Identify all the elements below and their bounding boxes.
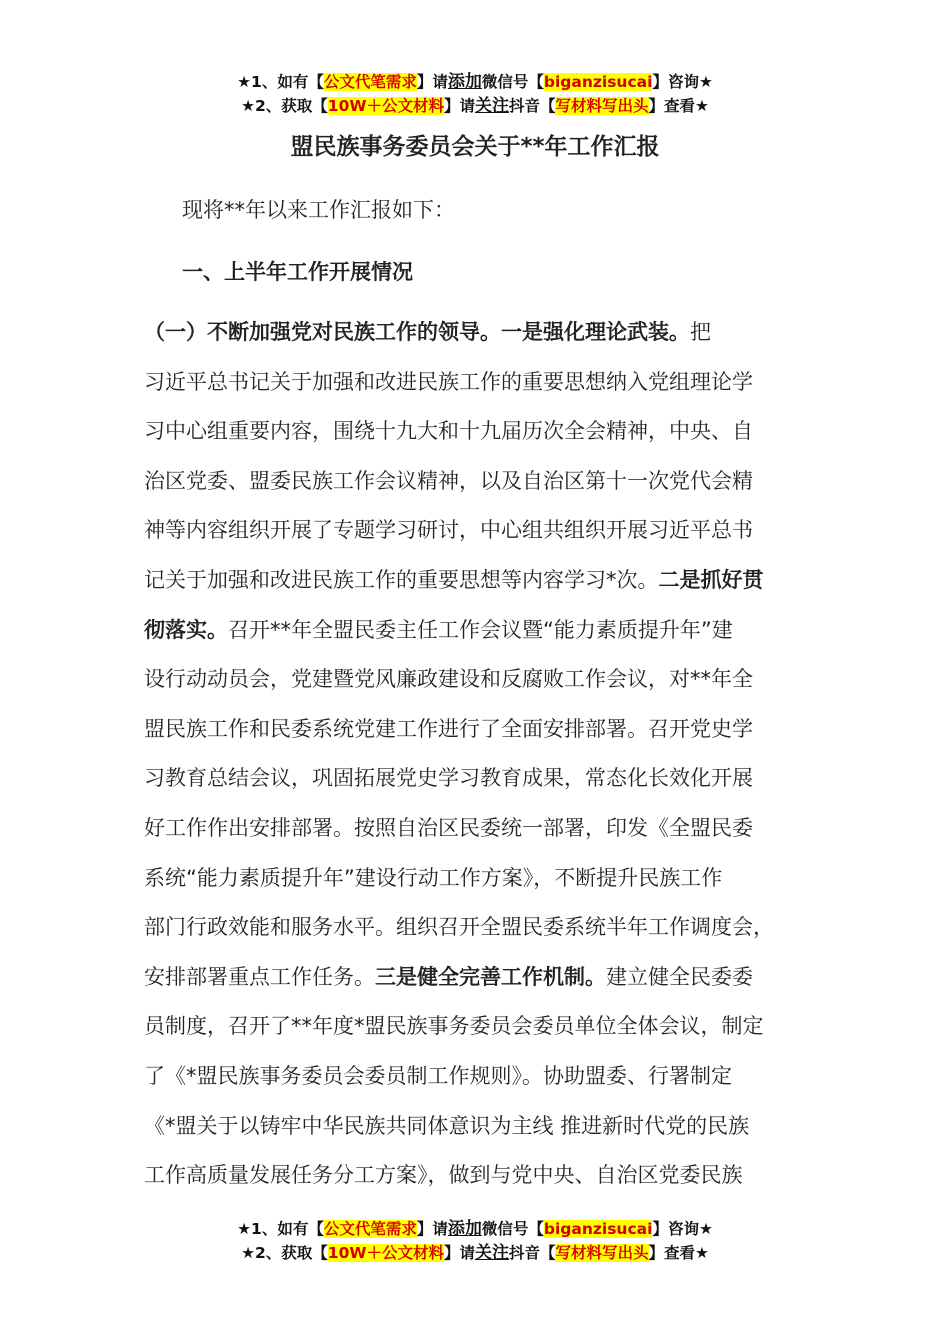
text-run: 习近平总书记关于加强和改进民族工作的重要思想纳入党组理论学 xyxy=(144,369,753,394)
text-run: 员制度，召开了**年度*盟民族事务委员会委员单位全体会议，制定 xyxy=(144,1014,764,1039)
text-run: 设行动动员会，党建暨党风廉政建设和反腐败工作会议，对**年全 xyxy=(144,667,753,692)
intro-paragraph: 现将**年以来工作汇报如下： xyxy=(182,198,455,222)
text-line xyxy=(144,556,824,606)
text-run: 召开**年全盟民委主任工作会议暨“能力素质提升年”建 xyxy=(228,617,733,642)
text-line xyxy=(144,754,824,804)
text-line xyxy=(144,308,824,358)
text-run: 部门行政效能和服务水平。组织召开全盟民委系统半年工作调度会， xyxy=(144,915,774,940)
bold-phrase: 二是抓好贯 xyxy=(658,567,764,592)
text-line xyxy=(144,903,824,953)
text-run: 了《*盟民族事务委员会委员制工作规则》。协助盟委、行署制定 xyxy=(144,1063,732,1088)
text-line xyxy=(144,705,824,755)
header-banner xyxy=(0,70,950,118)
text-line xyxy=(144,1002,824,1052)
document-title: 盟民族事务委员会关于**年工作汇报 xyxy=(290,134,660,160)
banner-line-2: ★2、获取【10W＋公文材料】请关注抖音【写材料写出头】查看★ xyxy=(241,96,709,116)
text-line xyxy=(144,1052,824,1102)
text-line xyxy=(144,506,824,556)
body-text xyxy=(144,308,824,1201)
banner-wechat-id: biganzisucai xyxy=(543,1220,653,1238)
text-run: 神等内容组织开展了专题学习研讨，中心组共组织开展习近平总书 xyxy=(144,518,753,543)
text-run: 把 xyxy=(690,320,711,344)
text-run: 治区党委、盟委民族工作会议精神，以及自治区第十一次党代会精 xyxy=(144,468,753,493)
text-line xyxy=(144,804,824,854)
text-run: 《*盟关于以铸牢中华民族共同体意识为主线 推进新时代党的民族 xyxy=(144,1113,750,1138)
text-line xyxy=(144,407,824,457)
banner-douyin-id: 写材料写出头 xyxy=(555,97,649,115)
banner-douyin-id: 写材料写出头 xyxy=(555,1244,649,1262)
banner-wechat-id: biganzisucai xyxy=(543,73,653,91)
text-line xyxy=(144,953,824,1003)
text-run: 系统“能力素质提升年”建设行动工作方案》，不断提升民族工作 xyxy=(144,865,723,890)
bold-phrase: 彻落实。 xyxy=(144,617,228,642)
banner-line-2: ★2、获取【10W＋公文材料】请关注抖音【写材料写出头】查看★ xyxy=(241,1243,709,1263)
text-run: 盟民族工作和民委系统党建工作进行了全面安排部署。召开党史学 xyxy=(144,716,753,741)
banner-line-1: ★1、如有【公文代笔需求】请添加微信号【biganzisucai】咨询★ xyxy=(237,72,713,92)
text-run: 建立健全民委委 xyxy=(606,964,753,989)
footer-banner xyxy=(0,1217,950,1265)
text-line xyxy=(144,358,824,408)
banner-highlight: 公文代笔需求 xyxy=(323,1220,417,1238)
text-line xyxy=(144,1102,824,1152)
banner-highlight: 10W＋公文材料 xyxy=(327,1244,444,1262)
text-line xyxy=(144,1151,824,1201)
text-run: 习教育总结会议，巩固拓展党史学习教育成果，常态化长效化开展 xyxy=(144,766,753,791)
banner-highlight: 公文代笔需求 xyxy=(323,73,417,91)
text-line xyxy=(144,606,824,656)
text-line xyxy=(144,854,824,904)
text-run: 记关于加强和改进民族工作的重要思想等内容学习*次。 xyxy=(144,567,659,592)
text-run: 工作高质量发展任务分工方案》，做到与党中央、自治区党委民族 xyxy=(144,1163,743,1188)
text-line xyxy=(144,457,824,507)
bold-phrase: （一）不断加强党对民族工作的领导。一是强化理论武装。 xyxy=(144,320,690,344)
section-heading: 一、上半年工作开展情况 xyxy=(182,260,413,284)
bold-phrase: 三是健全完善工作机制。 xyxy=(375,964,606,989)
text-run: 安排部署重点工作任务。 xyxy=(144,964,375,989)
text-run: 习中心组重要内容，围绕十九大和十九届历次全会精神，中央、自 xyxy=(144,419,753,444)
banner-highlight: 10W＋公文材料 xyxy=(327,97,444,115)
text-run: 好工作作出安排部署。按照自治区民委统一部署，印发《全盟民委 xyxy=(144,815,753,840)
text-line xyxy=(144,655,824,705)
banner-line-1: ★1、如有【公文代笔需求】请添加微信号【biganzisucai】咨询★ xyxy=(237,1219,713,1239)
